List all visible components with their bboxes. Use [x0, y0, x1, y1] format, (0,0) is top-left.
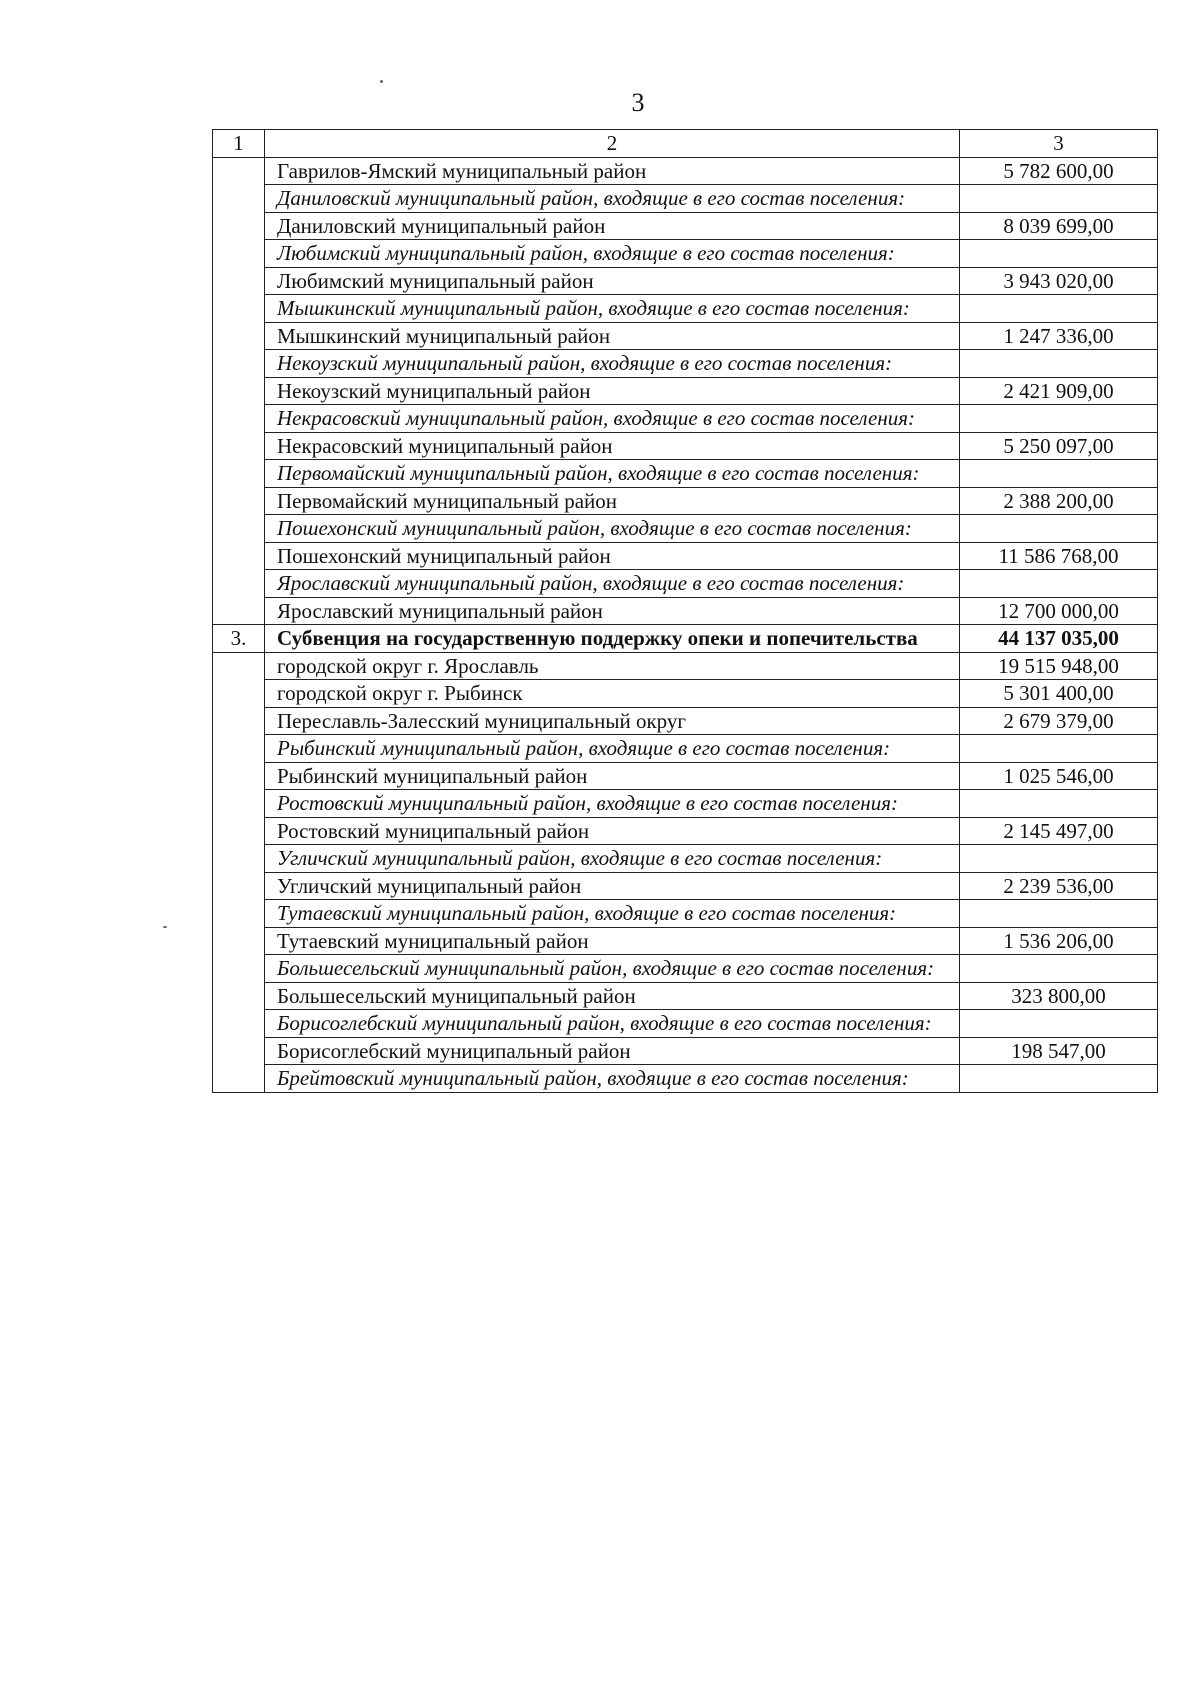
group-header-row — [213, 570, 1158, 598]
amount-cell — [960, 460, 1158, 488]
table-row — [213, 762, 1158, 790]
amount-cell: 2 679 379,00 — [960, 707, 1158, 735]
amount-cell: 3 943 020,00 — [960, 267, 1158, 295]
district-name-cell: городской округ г. Рыбинск — [265, 680, 960, 708]
group-name-cell: Ростовский муниципальный район, входящие в его состав поселения: — [265, 790, 960, 818]
amount-cell: 1 536 206,00 — [960, 927, 1158, 955]
group-header-row — [213, 295, 1158, 323]
group-header-row — [213, 790, 1158, 818]
amount-cell — [960, 240, 1158, 268]
table-row — [213, 652, 1158, 680]
table-row — [213, 157, 1158, 185]
scan-speck — [163, 926, 167, 928]
amount-cell: 1 025 546,00 — [960, 762, 1158, 790]
group-name-cell: Даниловский муниципальный район, входящие в его состав поселения: — [265, 185, 960, 213]
amount-cell: 5 250 097,00 — [960, 432, 1158, 460]
group-name-cell: Брейтовский муниципальный район, входящие в его состав поселения: — [265, 1065, 960, 1093]
amount-cell: 2 145 497,00 — [960, 817, 1158, 845]
table-row — [213, 432, 1158, 460]
district-name-cell: Угличский муниципальный район — [265, 872, 960, 900]
district-name-cell: Рыбинский муниципальный район — [265, 762, 960, 790]
group-header-row — [213, 515, 1158, 543]
amount-cell — [960, 900, 1158, 928]
group-header-row — [213, 405, 1158, 433]
table-row — [213, 707, 1158, 735]
group-header-row — [213, 845, 1158, 873]
table-row — [213, 1037, 1158, 1065]
table-row — [213, 377, 1158, 405]
table-row — [213, 212, 1158, 240]
header-col-1: 1 — [213, 130, 265, 158]
table-row — [213, 597, 1158, 625]
group-header-row — [213, 350, 1158, 378]
amount-cell: 323 800,00 — [960, 982, 1158, 1010]
amount-cell — [960, 515, 1158, 543]
amount-cell — [960, 570, 1158, 598]
table-row — [213, 927, 1158, 955]
group-header-row — [213, 735, 1158, 763]
amount-cell: 198 547,00 — [960, 1037, 1158, 1065]
amount-cell — [960, 350, 1158, 378]
district-name-cell: Гаврилов-Ямский муниципальный район — [265, 157, 960, 185]
group-name-cell: Рыбинский муниципальный район, входящие в его состав поселения: — [265, 735, 960, 763]
section-3-number: 3. — [213, 625, 265, 653]
table-row — [213, 322, 1158, 350]
group-name-cell: Угличский муниципальный район, входящие в его состав поселения: — [265, 845, 960, 873]
group-name-cell: Большесельский муниципальный район, входящие в его состав поселения: — [265, 955, 960, 983]
group-header-row — [213, 240, 1158, 268]
group-header-row — [213, 955, 1158, 983]
district-name-cell: Пошехонский муниципальный район — [265, 542, 960, 570]
amount-cell — [960, 845, 1158, 873]
group-name-cell: Пошехонский муниципальный район, входящие в его состав поселения: — [265, 515, 960, 543]
district-name-cell: Ярославский муниципальный район — [265, 597, 960, 625]
header-col-2: 2 — [265, 130, 960, 158]
group-header-row — [213, 1065, 1158, 1093]
header-col-3: 3 — [960, 130, 1158, 158]
amount-cell — [960, 185, 1158, 213]
district-name-cell: Мышкинский муниципальный район — [265, 322, 960, 350]
district-name-cell: Тутаевский муниципальный район — [265, 927, 960, 955]
amount-cell: 19 515 948,00 — [960, 652, 1158, 680]
section-3-row — [213, 625, 1158, 653]
district-name-cell: Первомайский муниципальный район — [265, 487, 960, 515]
group-header-row — [213, 460, 1158, 488]
group-name-cell: Некоузский муниципальный район, входящие в его состав поселения: — [265, 350, 960, 378]
district-name-cell: Некоузский муниципальный район — [265, 377, 960, 405]
amount-cell: 11 586 768,00 — [960, 542, 1158, 570]
district-name-cell: городской округ г. Ярославль — [265, 652, 960, 680]
group-header-row — [213, 185, 1158, 213]
section-number-cell — [213, 652, 265, 1092]
table-row — [213, 542, 1158, 570]
section-number-cell — [213, 157, 265, 625]
allocation-table-body — [213, 130, 1158, 1093]
amount-cell — [960, 790, 1158, 818]
group-name-cell: Любимский муниципальный район, входящие в его состав поселения: — [265, 240, 960, 268]
amount-cell: 8 039 699,00 — [960, 212, 1158, 240]
group-name-cell: Первомайский муниципальный район, входящие в его состав поселения: — [265, 460, 960, 488]
district-name-cell: Любимский муниципальный район — [265, 267, 960, 295]
group-header-row — [213, 900, 1158, 928]
table-row — [213, 487, 1158, 515]
table-row — [213, 872, 1158, 900]
district-name-cell: Борисоглебский муниципальный район — [265, 1037, 960, 1065]
page-number: 3 — [631, 88, 645, 117]
amount-cell — [960, 1010, 1158, 1038]
group-name-cell: Борисоглебский муниципальный район, входящие в его состав поселения: — [265, 1010, 960, 1038]
amount-cell: 5 782 600,00 — [960, 157, 1158, 185]
district-name-cell: Даниловский муниципальный район — [265, 212, 960, 240]
amount-cell — [960, 1065, 1158, 1093]
table-row — [213, 982, 1158, 1010]
group-name-cell: Ярославский муниципальный район, входящие в его состав поселения: — [265, 570, 960, 598]
district-name-cell: Некрасовский муниципальный район — [265, 432, 960, 460]
district-name-cell: Переславль-Залесский муниципальный округ — [265, 707, 960, 735]
table-row — [213, 267, 1158, 295]
amount-cell — [960, 955, 1158, 983]
group-name-cell: Тутаевский муниципальный район, входящие в его состав поселения: — [265, 900, 960, 928]
amount-cell — [960, 735, 1158, 763]
scan-speck — [380, 80, 383, 83]
group-name-cell: Некрасовский муниципальный район, входящие в его состав поселения: — [265, 405, 960, 433]
table-header-row — [213, 130, 1158, 158]
amount-cell: 5 301 400,00 — [960, 680, 1158, 708]
district-name-cell: Ростовский муниципальный район — [265, 817, 960, 845]
amount-cell: 2 239 536,00 — [960, 872, 1158, 900]
section-3-title: Субвенция на государственную поддержку опеки и попечительства — [265, 625, 960, 653]
amount-cell: 1 247 336,00 — [960, 322, 1158, 350]
section-3-total: 44 137 035,00 — [960, 625, 1158, 653]
allocation-table — [212, 129, 1158, 1093]
amount-cell — [960, 295, 1158, 323]
table-row — [213, 817, 1158, 845]
district-name-cell: Большесельский муниципальный район — [265, 982, 960, 1010]
group-name-cell: Мышкинский муниципальный район, входящие в его состав поселения: — [265, 295, 960, 323]
amount-cell: 2 421 909,00 — [960, 377, 1158, 405]
group-header-row — [213, 1010, 1158, 1038]
amount-cell — [960, 405, 1158, 433]
amount-cell: 12 700 000,00 — [960, 597, 1158, 625]
table-row — [213, 680, 1158, 708]
amount-cell: 2 388 200,00 — [960, 487, 1158, 515]
